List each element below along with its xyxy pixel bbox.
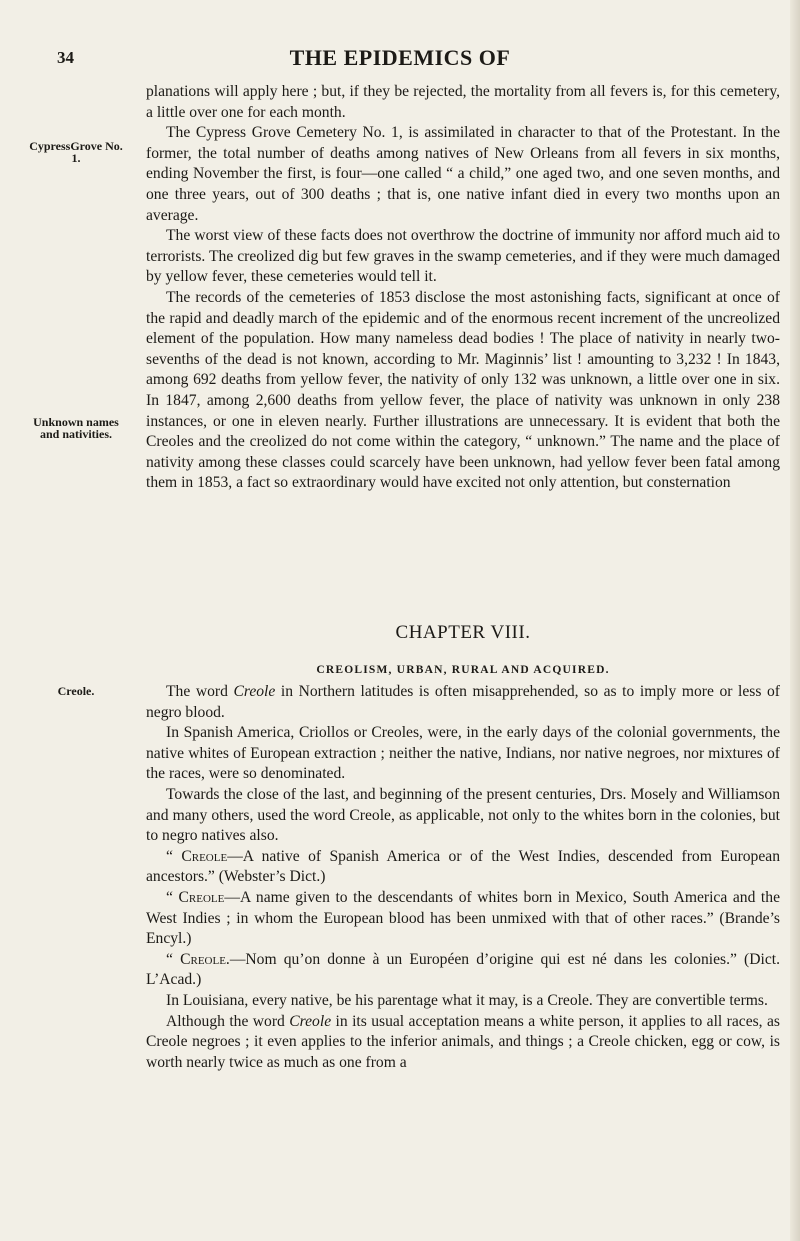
- page-edge: [790, 0, 800, 1241]
- quote-academie: “ Creole.—Nom qu’on donne à un Européen d’origine qui est né dans les colonies.” (Dict. L’Acad.): [146, 950, 780, 989]
- quote-webster: “ Creole—A native of Spanish America or of the West Indies, descended from European ancestors.” (Webster’s Dict.): [146, 847, 780, 886]
- page-number: 34: [57, 48, 74, 67]
- chapter-title: CHAPTER VIII.: [395, 622, 531, 643]
- text-section-1: [146, 82, 780, 494]
- chapter-subtitle: CREOLISM, URBAN, RURAL AND ACQUIRED.: [316, 664, 610, 676]
- margin-note-creole: Creole.: [57, 684, 95, 698]
- paragraph-creole-usage: Although the word Creole in its usual acceptation means a white person, it applies to all races, as Creole negroes ; it even applies to the inferior animals, and things ; a Creole chicken, egg or cow, is worth nearly twice as much as one from a: [146, 1012, 780, 1071]
- quote-brande: “ Creole—A name given to the descendants of whites born in Mexico, South America and the West Indies ; in whom the European blood has been unmixed with that of other races.” (Brande’s Encyl.): [146, 888, 780, 948]
- paragraph-unknown-nativity: The records of the cemeteries of 1853 disclose the most astonishing facts, significant at once of the rapid and deadly march of the epidemic and of the enormous recent increment of the uncreolized element of the population. How many nameless dead bodies ! The place of nativity in nearly two-sevenths of the dead is not known, according to Mr. Maginnis’ list ! amounting to 3,232 ! In 1843, among 692 deaths from yellow fever, the nativity of only 132 was unknown, a little over one in six. In 1847, among 2,600 deaths from yellow fever, the place of nativity was unknown in only 238 instances, or one in eleven nearly. Further illustrations are unnecessary. It is evident that both the Creoles and the creolized do not come within the category, “ unknown.” The name and the place of nativity among these classes could scarcely have been unknown, had yellow fever been fatal among them in 1853, a fact so extraordinary would have excited not only attention, but consternation: [146, 288, 780, 492]
- margin-note-cypress: CypressGrove No. 1.: [29, 139, 123, 165]
- paragraph-spanish-america: In Spanish America, Criollos or Creoles, were, in the early days of the colonial governments, the native whites of European extraction ; neither the native, Indians, nor native negroes, nor mixtures of the races, were so denominated.: [146, 724, 780, 783]
- text-section-2: [146, 682, 780, 1073]
- paragraph-cypress-grove: The Cypress Grove Cemetery No. 1, is assimilated in character to that of the Protestant. In the former, the total number of deaths among natives of New Orleans from all fevers in six months, ending November the first, is four—one called “ a child,” one aged two, and one seven months, and one three years, out of 300 deaths ; that is, one native infant died in every two months upon an average.: [146, 124, 780, 224]
- paragraph-creole-word: The word Creole in Northern latitudes is often misapprehended, so as to imply more or less of negro blood.: [146, 683, 780, 721]
- running-title: THE EPIDEMICS OF: [289, 45, 511, 70]
- paragraph-mosely-williamson: Towards the close of the last, and beginning of the present centuries, Drs. Mosely and Williamson and many others, used the word Creole, as applicable, not only to the whites born in the colonies, but to negro natives also.: [146, 785, 780, 845]
- paragraph-continued: planations will apply here ; but, if they be rejected, the mortality from all fevers is, for this cemetery, a little over one for each month.: [146, 83, 780, 121]
- paragraph-louisiana: In Louisiana, every native, be his parentage what it may, is a Creole. They are convertible terms.: [166, 991, 768, 1009]
- paragraph-immunity: The worst view of these facts does not overthrow the doctrine of immunity nor afford much aid to terrorists. The creolized dig but few graves in the swamp cemeteries, and if they were much damaged by yellow fever, these cemeteries would tell it.: [146, 227, 780, 286]
- margin-note-unknown: Unknown names and nativities.: [33, 415, 119, 441]
